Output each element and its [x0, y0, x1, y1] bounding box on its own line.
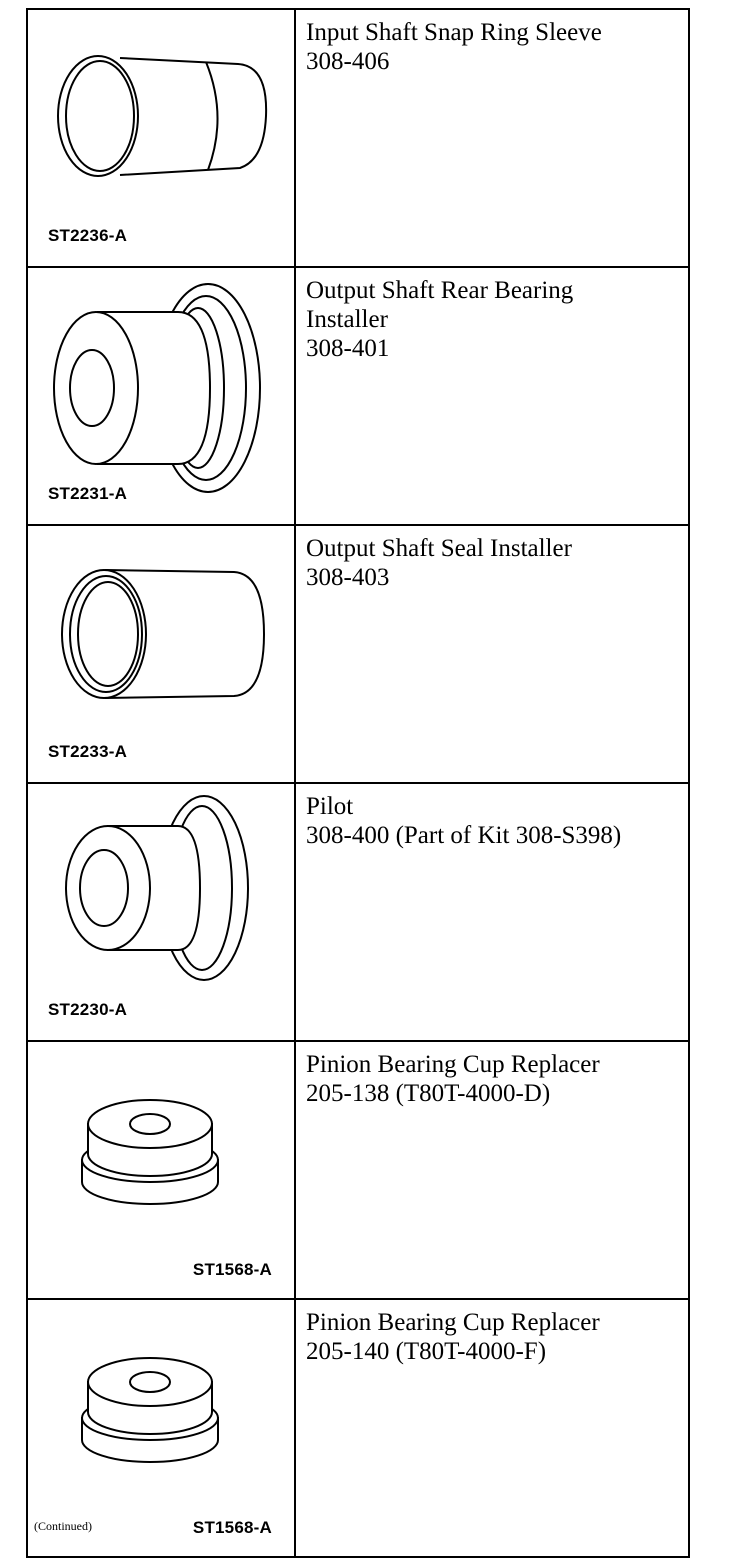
tool-image-cell	[27, 267, 295, 525]
tool-image-cell	[27, 1041, 295, 1299]
image-code-label: ST1568-A	[192, 1260, 272, 1279]
image-code-label: ST2230-A	[48, 1000, 128, 1019]
tool-name: Pilot	[306, 793, 354, 820]
tool-number: 308-400 (Part of Kit 308-S398)	[306, 822, 622, 849]
cup-replacer-icon	[28, 1042, 294, 1290]
tool-number: 308-406	[306, 48, 390, 75]
stepped-installer-icon	[28, 268, 294, 516]
tool-row-2	[27, 267, 689, 525]
tool-description-cell	[295, 9, 689, 267]
special-tools-table	[26, 8, 690, 1558]
pilot-tool-icon	[28, 784, 294, 1032]
tool-number: 308-403	[306, 564, 390, 591]
tool-description-cell	[295, 783, 689, 1041]
tool-row-1	[27, 9, 689, 267]
tool-number: 205-140 (T80T-4000-F)	[306, 1338, 547, 1365]
image-code-label: ST1568-A	[192, 1518, 272, 1537]
sleeve-tool-icon	[28, 10, 294, 258]
tool-name: Output Shaft Rear Bearing	[306, 277, 574, 304]
tool-row-4	[27, 783, 689, 1041]
tool-row-6	[27, 1299, 689, 1557]
tool-image-cell	[27, 9, 295, 267]
tool-name: Pinion Bearing Cup Replacer	[306, 1309, 600, 1336]
tool-name: Output Shaft Seal Installer	[306, 535, 572, 562]
tool-image-cell	[27, 525, 295, 783]
cup-replacer-icon	[28, 1300, 294, 1548]
tool-number: 308-401	[306, 335, 390, 362]
tool-description-cell	[295, 1299, 689, 1557]
tool-number: 205-138 (T80T-4000-D)	[306, 1080, 551, 1107]
tool-description-cell	[295, 1041, 689, 1299]
tool-image-cell	[27, 783, 295, 1041]
image-code-label: ST2236-A	[48, 226, 128, 245]
tool-name: Pinion Bearing Cup Replacer	[306, 1051, 600, 1078]
tool-name: Input Shaft Snap Ring Sleeve	[306, 19, 602, 46]
tool-description-cell	[295, 525, 689, 783]
tool-description-cell	[295, 267, 689, 525]
image-code-label: ST2231-A	[48, 484, 128, 503]
tool-row-5	[27, 1041, 689, 1299]
tool-row-3	[27, 525, 689, 783]
image-code-label: ST2233-A	[48, 742, 128, 761]
cylinder-installer-icon	[28, 526, 294, 774]
continued-note: (Continued)	[34, 1519, 92, 1533]
tool-name-continued: Installer	[306, 306, 388, 333]
